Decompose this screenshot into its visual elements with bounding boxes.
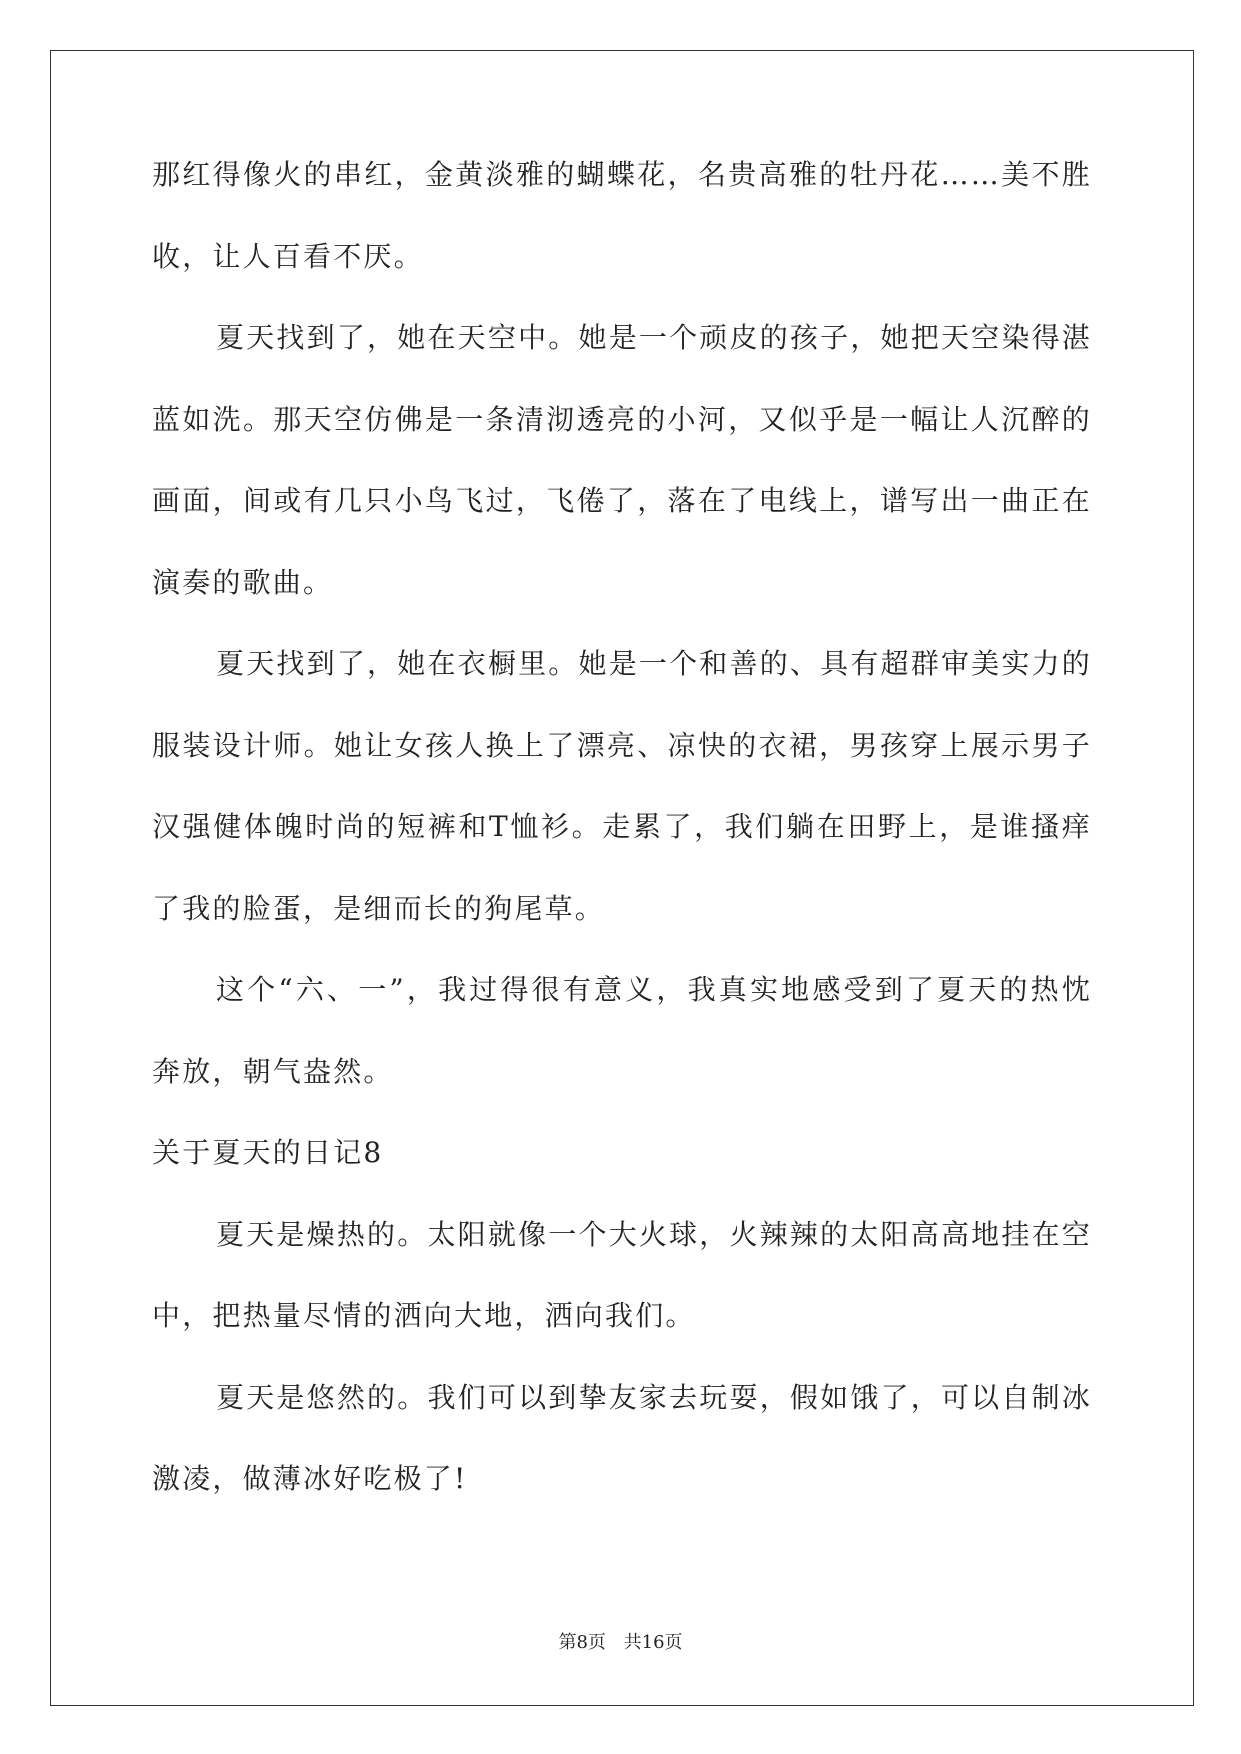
page-number: 第8页 bbox=[558, 1632, 606, 1653]
document-body bbox=[152, 158, 1092, 1520]
page-total: 共16页 bbox=[623, 1632, 683, 1653]
section-heading: 关于夏天的日记8 bbox=[152, 1136, 384, 1169]
paragraph-2: 夏天找到了，她在天空中。她是一个顽皮的孩子，她把天空染得湛蓝如洗。那天空仿佛是一条清沏透亮的小河，又似乎是一幅让人沉醉的画面，间或有几只小鸟飞过，飞倦了，落在了电线上，谱写出一曲正在演奏的歌曲。 bbox=[152, 321, 1092, 599]
paragraph-5: 夏天是燥热的。太阳就像一个大火球，火辣辣的太阳高高地挂在空中，把热量尽情的洒向大地，洒向我们。 bbox=[152, 1217, 1092, 1332]
paragraph-3: 夏天找到了，她在衣橱里。她是一个和善的、具有超群审美实力的服装设计师。她让女孩人换上了漂亮、凉快的衣裙，男孩穿上展示男子汉强健体魄时尚的短裤和T恤衫。走累了，我们躺在田野上，是谁搔痒了我的脸蛋，是细而长的狗尾草。 bbox=[152, 647, 1092, 925]
paragraph-4: 这个“六、一”，我过得很有意义，我真实地感受到了夏天的热忱奔放，朝气盎然。 bbox=[152, 973, 1092, 1088]
paragraph-1: 那红得像火的串红，金黄淡雅的蝴蝶花，名贵高雅的牡丹花……美不胜收，让人百看不厌。 bbox=[152, 158, 1092, 273]
paragraph-6: 夏天是悠然的。我们可以到挚友家去玩耍，假如饿了，可以自制冰激凌，做薄冰好吃极了! bbox=[152, 1380, 1092, 1495]
page-footer bbox=[0, 1628, 1241, 1654]
